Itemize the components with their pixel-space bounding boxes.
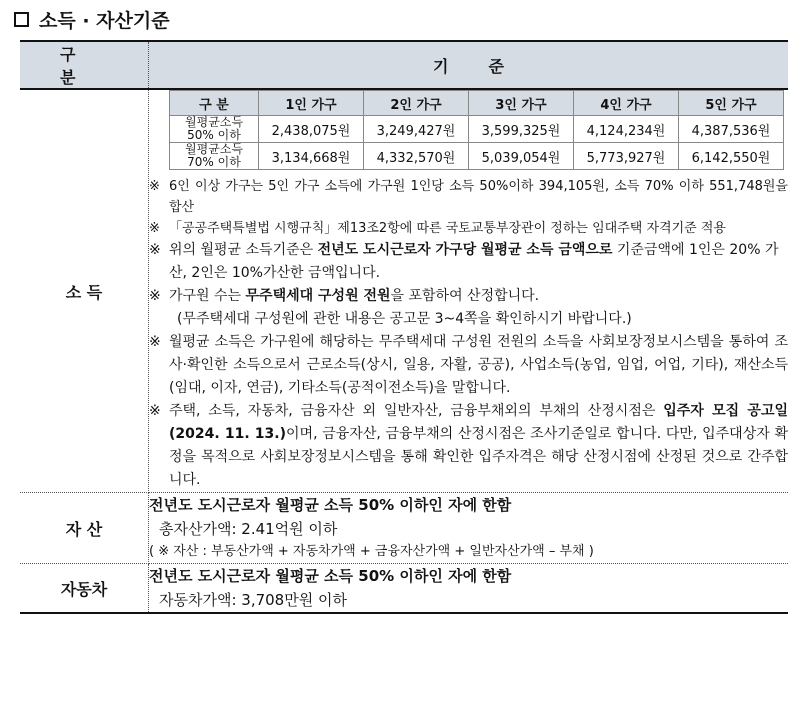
car-row — [20, 564, 788, 614]
note-mark: ※ — [149, 179, 160, 194]
note-household-count — [149, 285, 788, 308]
note-bold-text: 전년도 도시근로자 가구당 월평균 소득 금액으로 — [317, 242, 613, 258]
row-label — [170, 143, 259, 170]
asset-label: 자 산 — [20, 493, 149, 564]
asset-condition: 전년도 도시근로자 월평균 소득 50% 이하인 자에 한함 — [149, 496, 512, 514]
note-text: 을 포함하여 산정합니다. — [390, 288, 540, 304]
income-table-header-cell: 5인 가구 — [679, 91, 784, 116]
note-regulation — [149, 218, 788, 239]
table-cell: 3,134,668원 — [259, 143, 364, 170]
note-text: 「공공주택특별법 시행규칙」제13조2항에 따른 국토교통부장관이 정하는 임대주택 자격기준 적용 — [169, 221, 726, 236]
note-monthly-income — [149, 331, 788, 400]
note-text: 6인 이상 가구는 5인 가구 소득에 가구원 1인당 소득 50%이하 394,105원, 소득 70% 이하 551,748원을 합산 — [169, 179, 788, 215]
row-label-line2: 70% 이하 — [187, 155, 241, 169]
income-table-header-cell: 구 분 — [170, 91, 259, 116]
note-six-person — [149, 176, 788, 218]
table-cell: 2,438,075원 — [259, 116, 364, 143]
note-bold-text: 입주자 모집 공고일(2024. 11. 13.) — [169, 403, 788, 442]
table-cell: 4,124,234원 — [574, 116, 679, 143]
header-category: 구분 — [20, 41, 149, 89]
table-cell: 5,039,054원 — [469, 143, 574, 170]
asset-content — [149, 493, 789, 564]
table-row — [170, 116, 784, 143]
income-row — [20, 89, 788, 493]
table-row — [170, 143, 784, 170]
note-reference: (무주택세대 구성원에 관한 내용은 공고문 3~4쪽을 확인하시기 바랍니다.) — [177, 311, 632, 327]
row-label — [170, 116, 259, 143]
header-row — [20, 41, 788, 89]
asset-total-limit: 총자산가액: 2.41억원 이하 — [159, 520, 338, 538]
note-calculation-date — [149, 400, 788, 492]
table-cell: 3,599,325원 — [469, 116, 574, 143]
table-cell: 4,387,536원 — [679, 116, 784, 143]
note-text: 이며, 금융자산, 금융부채의 산정시점은 조사기준일로 합니다. 다만, 입주대상자 확정을 목적으로 사회보장정보시스템을 통해 확인한 입주자격은 해당 산정시점에 산정된 것으로 간주합니다. — [169, 426, 788, 488]
note-text: 주택, 소득, 자동차, 금융자산 외 일반자산, 금융부채외의 부채의 산정시점은 — [169, 403, 664, 419]
section-title — [14, 6, 170, 33]
header-criteria: 기준 — [149, 41, 789, 89]
note-bold-text: 무주택세대 구성원 전원 — [245, 288, 391, 304]
note-text: 가구원 수는 — [169, 288, 246, 304]
row-label-line2: 50% 이하 — [187, 128, 241, 142]
income-content — [149, 89, 789, 493]
income-label: 소 득 — [20, 89, 149, 493]
car-label: 자동차 — [20, 564, 149, 614]
table-cell: 4,332,570원 — [364, 143, 469, 170]
asset-formula: ( ※ 자산 : 부동산가액 + 자동차가액 + 금융자산가액 + 일반자산가액 – 부채 ) — [149, 544, 594, 559]
note-income-basis — [149, 239, 788, 285]
note-text: 월평균 소득은 가구원에 해당하는 무주택세대 구성원 전원의 소득을 사회보장정보시스템을 통하여 조사·확인한 소득으로서 근로소득(상시, 일용, 자활, 공공), 사업소득(농업, 임업, 어업, 기타), 재산소득(임대, 이자, 연금), 기타소득(공적이전소득)을 말합니다. — [169, 334, 788, 396]
checkbox-square-icon — [14, 12, 29, 27]
car-value-limit: 자동차가액: 3,708만원 이하 — [159, 591, 347, 609]
car-condition: 전년도 도시근로자 월평균 소득 50% 이하인 자에 한함 — [149, 567, 512, 585]
note-text: 위의 월평균 소득기준은 — [169, 242, 318, 258]
note-mark: ※ — [149, 403, 161, 419]
note-text: 기준금액에 1인은 20% 가산, 2인은 10%가산한 금액입니다. — [169, 242, 779, 281]
table-cell: 3,249,427원 — [364, 116, 469, 143]
row-label-line1: 월평균소득 — [185, 142, 243, 156]
section-title-text: 소득 · 자산기준 — [39, 10, 170, 32]
note-mark: ※ — [149, 288, 161, 304]
criteria-table — [20, 40, 788, 614]
note-mark: ※ — [149, 242, 161, 258]
table-cell: 6,142,550원 — [679, 143, 784, 170]
note-mark: ※ — [149, 221, 160, 236]
table-cell: 5,773,927원 — [574, 143, 679, 170]
income-table — [169, 90, 784, 170]
income-table-header-cell: 1인 가구 — [259, 91, 364, 116]
income-table-header-cell: 4인 가구 — [574, 91, 679, 116]
income-table-header-cell: 2인 가구 — [364, 91, 469, 116]
car-content — [149, 564, 789, 614]
row-label-line1: 월평균소득 — [185, 115, 243, 129]
income-table-header-cell: 3인 가구 — [469, 91, 574, 116]
income-table-header — [170, 91, 784, 116]
note-mark: ※ — [149, 334, 161, 350]
asset-row — [20, 493, 788, 564]
